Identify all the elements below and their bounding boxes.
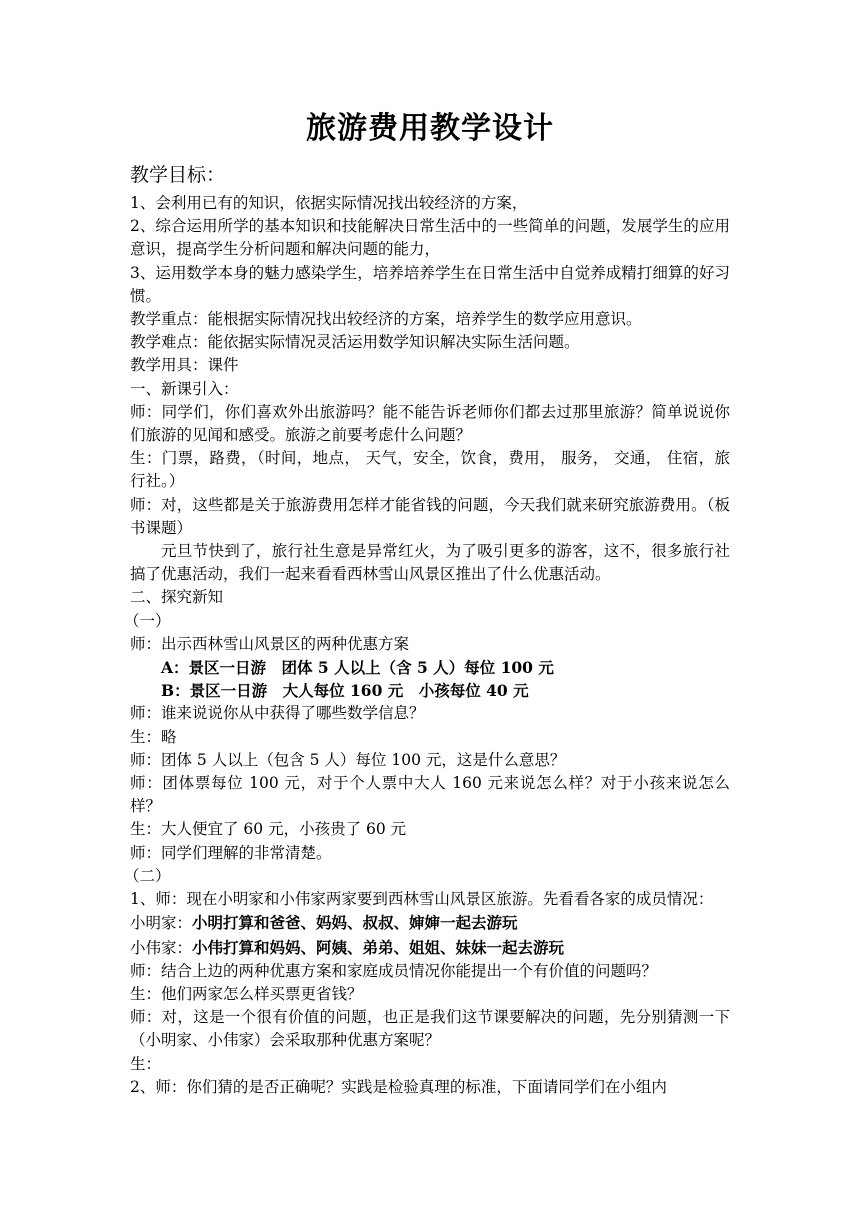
paragraph: 生：大人便宜了 60 元，小孩贵了 60 元 [130,820,407,839]
section-heading-goals: 教学目标： [130,164,226,186]
paragraph: 一、新课引入： [130,379,239,398]
paragraph: 1、会利用已有的知识，依据实际情况找出较经济的方案， [130,194,528,212]
paragraph: 师：团体票每位 100 元，对于个人票中大人 160 元来说怎么样？对于小孩来说怎么样？ [130,774,730,816]
paragraph: 1、师：现在小明家和小伟家两家要到西林雪山风景区旅游。先看看各家的成员情况： [130,890,714,909]
paragraph: （二） [124,866,171,885]
paragraph: 3、运用数学本身的魅力感染学生，培养培养学生在日常生活中自觉养成精打细算的好习惯。 [130,263,730,305]
paragraph: 二、探究新知 [130,588,224,607]
paragraph: 师：对，这是一个很有价值的问题，也正是我们这节课要解决的问题，先分别猜测一下（小明家、小伟家）会采取那种优惠方案呢？ [130,1008,730,1050]
offer-a: A：景区一日游 团体 5 人以上（含 5 人）每位 100 元 [161,658,554,678]
family-members: 小明打算和爸爸、妈妈、叔叔、婶婶一起去游玩 [192,913,518,933]
paragraph: 师：谁来说说你从中获得了哪些数学信息？ [130,704,425,723]
paragraph: 生：他们两家怎么样买票更省钱？ [130,984,363,1003]
paragraph: 师：团体 5 人以上（包含 5 人）每位 100 元，这是什么意思？ [130,750,566,769]
paragraph: 师：同学们理解的非常清楚。 [130,843,332,862]
family-members: 小伟打算和妈妈、阿姨、弟弟、姐姐、妹妹一起去游玩 [192,937,565,957]
paragraph: 元旦节快到了，旅行社生意是异常红火，为了吸引更多的游客，这不，很多旅行社搞了优惠活动，我们一起来看看西林雪山风景区推出了什么优惠活动。 [130,542,730,584]
document-title: 旅游费用教学设计 [306,111,554,146]
offer-b: B：景区一日游 大人每位 160 元 小孩每位 40 元 [161,681,529,701]
paragraph: 师：对，这些都是关于旅游费用怎样才能省钱的问题，今天我们就来研究旅游费用。（板书课题） [130,495,730,537]
paragraph: 生： [130,1054,162,1073]
family-xiaoming [130,911,730,935]
paragraph: 师：结合上边的两种优惠方案和家庭成员情况你能提出一个有价值的问题吗？ [130,961,658,980]
paragraph: 教学用具：课件 [130,356,239,375]
document-body [124,192,730,1099]
paragraph: 师：同学们，你们喜欢外出旅游吗？能不能告诉老师你们都去过那里旅游？简单说说你们旅游的见闻和感受。旅游之前要考虑什么问题？ [130,402,730,445]
family-xiaowei [130,936,730,960]
paragraph: 师：出示西林雪山风景区的两种优惠方案 [130,634,410,653]
paragraph: 2、师：你们猜的是否正确呢？实践是检验真理的标准，下面请同学们在小组内 [130,1077,667,1096]
paragraph: 2、综合运用所学的基本知识和技能解决日常生活中的一些简单的问题，发展学生的应用意识，提高学生分析问题和解决问题的能力， [130,217,730,259]
family-label: 小明家： [130,914,193,933]
paragraph: （一） [124,611,171,630]
paragraph: 教学重点：能根据实际情况找出较经济的方案，培养学生的数学应用意识。 [130,310,642,329]
paragraph: 生：门票，路费，（时间，地点， 天气，安全，饮食，费用， 服务， 交通， 住宿，旅行社。） [130,449,730,491]
family-label: 小伟家： [130,938,193,957]
paragraph: 生：略 [130,727,177,746]
paragraph: 教学难点：能依据实际情况灵活运用数学知识解决实际生活问题。 [130,333,580,352]
